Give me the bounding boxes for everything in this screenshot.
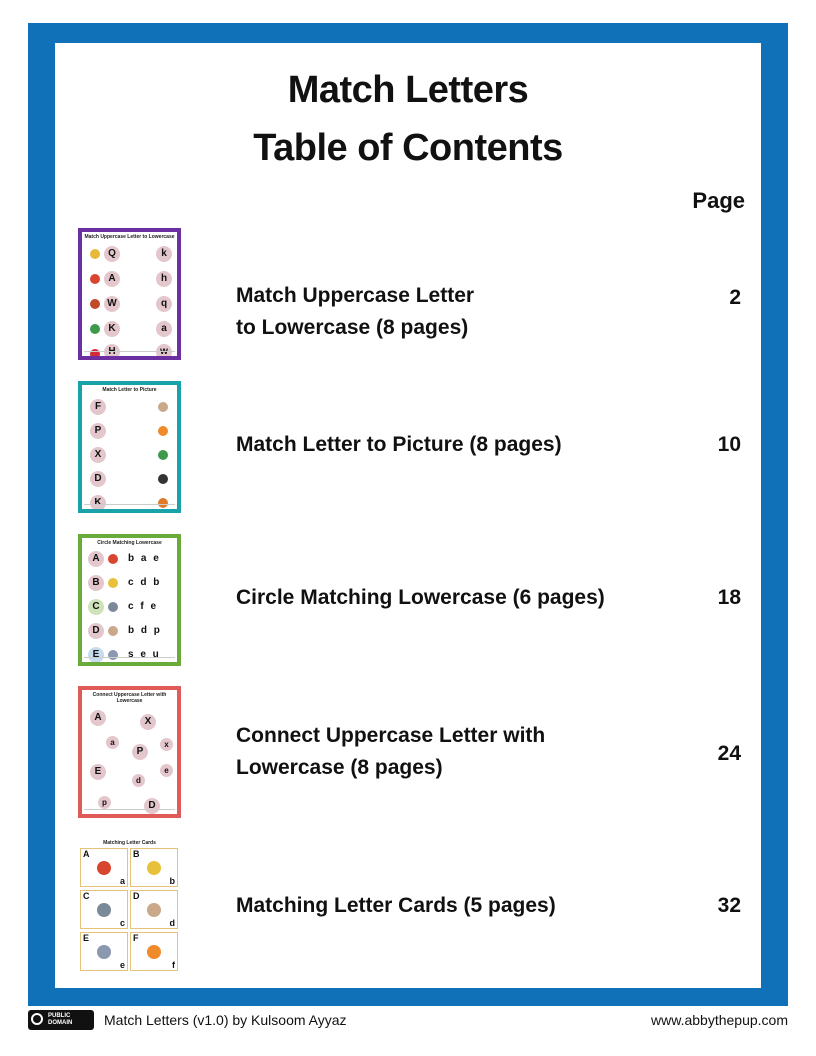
letter-card: [130, 848, 178, 887]
card-upper: F: [133, 933, 139, 943]
toc-entry-line: to Lowercase (8 pages): [236, 316, 469, 339]
card-lower: f: [172, 960, 175, 970]
letter-circle: p: [98, 796, 111, 809]
letter-choices: b a e: [128, 553, 159, 564]
letter-choices: c f e: [128, 601, 157, 612]
letter-circle: a: [156, 321, 172, 337]
page-footer: [28, 1010, 788, 1034]
page-frame: [28, 23, 788, 1006]
toc-entry-line: Matching Letter Cards (5 pages): [236, 894, 556, 917]
badge-line: PUBLIC: [48, 1013, 71, 1019]
page-subtitle: Table of Contents: [253, 127, 563, 169]
thumbnail-connect: [78, 686, 181, 818]
apple-icon: [97, 861, 111, 875]
toc-entry-line: Connect Uppercase Letter with: [236, 724, 546, 747]
toc-entry-line: Circle Matching Lowercase (6 pages): [236, 586, 605, 609]
thumbnail-circle-lowercase: [78, 534, 181, 666]
toc-entry-label: [236, 429, 562, 461]
letter-circle: K: [104, 321, 120, 337]
letter-card: [80, 890, 128, 929]
card-lower: c: [119, 918, 125, 928]
toc-page-number: 24: [717, 742, 741, 765]
toc-page-number: 10: [717, 433, 741, 456]
toc-entry-label: [236, 720, 545, 784]
card-upper: C: [83, 891, 90, 901]
toc-entry-label: [236, 582, 605, 614]
thumbnail-footer: [84, 657, 175, 661]
kite-icon: [90, 324, 100, 334]
page-column-label: Page: [692, 188, 745, 213]
thumbnail-title: Match Letter to Picture: [102, 387, 157, 393]
page-content: [55, 43, 761, 988]
thumbnail-title: Match Uppercase Letter to Lowercase: [84, 234, 175, 240]
thumbnail-footer: [84, 809, 175, 813]
footer-website-link[interactable]: www.abbythepup.com: [651, 1012, 788, 1028]
letter-choices: s e u: [128, 649, 159, 660]
watermelon-icon: [90, 299, 100, 309]
cat-icon: [97, 903, 111, 917]
toc-entry-letter-cards[interactable]: [55, 840, 761, 974]
letter-choices: c d b: [128, 577, 160, 588]
thumbnail-title: Connect Uppercase Letter with Lowercase: [92, 692, 167, 704]
card-lower: b: [169, 876, 175, 886]
penguin-icon: [158, 474, 168, 484]
toc-entry-line: Match Uppercase Letter: [236, 284, 475, 307]
dog-icon: [108, 626, 118, 636]
letter-circle: a: [106, 736, 119, 749]
thumbnail-footer: [84, 504, 175, 508]
apple-icon: [90, 274, 100, 284]
letter-circle: A: [90, 710, 106, 726]
letter-circle: D: [90, 471, 106, 487]
pear-icon: [90, 249, 100, 259]
bee-icon: [147, 861, 161, 875]
letter-circle: D: [144, 798, 160, 814]
elephant-icon: [97, 945, 111, 959]
letter-circle: k: [156, 246, 172, 262]
apple-icon: [108, 554, 118, 564]
toc-page-number: 18: [717, 586, 741, 609]
bee-icon: [108, 578, 118, 588]
card-upper: E: [83, 933, 90, 943]
cat-icon: [108, 602, 118, 612]
fish-icon: [158, 426, 168, 436]
toc-entry-circle-lowercase[interactable]: [55, 534, 761, 668]
letter-choices: b d p: [128, 625, 160, 636]
letter-card: [80, 848, 128, 887]
card-upper: A: [83, 849, 90, 859]
dog-icon: [158, 402, 168, 412]
toc-entry-label: [236, 890, 556, 922]
letter-circle: x: [160, 738, 173, 751]
toc-entry-label: [236, 280, 474, 344]
letter-card: [130, 890, 178, 929]
letter-circle: F: [90, 399, 106, 415]
toc-entry-connect[interactable]: [55, 686, 761, 820]
letter-card: [80, 932, 128, 971]
letter-circle: Q: [104, 246, 120, 262]
card-upper: B: [133, 849, 140, 859]
letter-circle: B: [88, 575, 104, 591]
letter-circle: d: [132, 774, 145, 787]
badge-line: DOMAIN: [48, 1020, 73, 1026]
card-lower: a: [119, 876, 125, 886]
thumbnail-title: Matching Letter Cards: [103, 840, 156, 846]
letter-card: [130, 932, 178, 971]
dog-icon: [147, 903, 161, 917]
footer-credit: Match Letters (v1.0) by Kulsoom Ayyaz: [104, 1012, 347, 1028]
letter-circle: P: [132, 744, 148, 760]
letter-circle: D: [88, 623, 104, 639]
letter-circle: w: [156, 344, 172, 360]
thumbnail-title: Circle Matching Lowercase: [97, 540, 162, 546]
thumbnail-match-uppercase: [78, 228, 181, 360]
toc-entry-line: Match Letter to Picture (8 pages): [236, 433, 562, 456]
public-domain-badge: [28, 1010, 94, 1030]
letter-circle: X: [90, 447, 106, 463]
toc-entry-match-picture[interactable]: [55, 381, 761, 515]
letter-circle: E: [90, 764, 106, 780]
letter-circle: A: [88, 551, 104, 567]
thumbnail-letter-cards: [78, 840, 181, 972]
toc-page-number: 2: [729, 286, 741, 309]
fish-icon: [147, 945, 161, 959]
toc-entry-line: Lowercase (8 pages): [236, 756, 443, 779]
toc-entry-match-uppercase[interactable]: [55, 228, 761, 362]
letter-circle: C: [88, 599, 104, 615]
letter-circle: X: [140, 714, 156, 730]
letter-circle: P: [90, 423, 106, 439]
letter-circle: e: [160, 764, 173, 777]
letter-circle: A: [104, 271, 120, 287]
thumbnail-footer: [84, 351, 175, 355]
thumbnail-match-picture: [78, 381, 181, 513]
kite-icon: [158, 450, 168, 460]
toc-page-number: 32: [717, 894, 741, 917]
card-lower: e: [119, 960, 125, 970]
letter-circle: H: [104, 344, 120, 360]
letter-circle: E: [88, 647, 104, 663]
letter-circle: q: [156, 296, 172, 312]
card-upper: D: [133, 891, 140, 901]
letter-circle: K: [90, 495, 106, 511]
card-lower: d: [169, 918, 175, 928]
letter-circle: W: [104, 296, 120, 312]
badge-text: [48, 1013, 72, 1027]
page-title: Match Letters: [287, 69, 529, 111]
letter-circle: h: [156, 271, 172, 287]
public-domain-icon: [31, 1013, 43, 1025]
